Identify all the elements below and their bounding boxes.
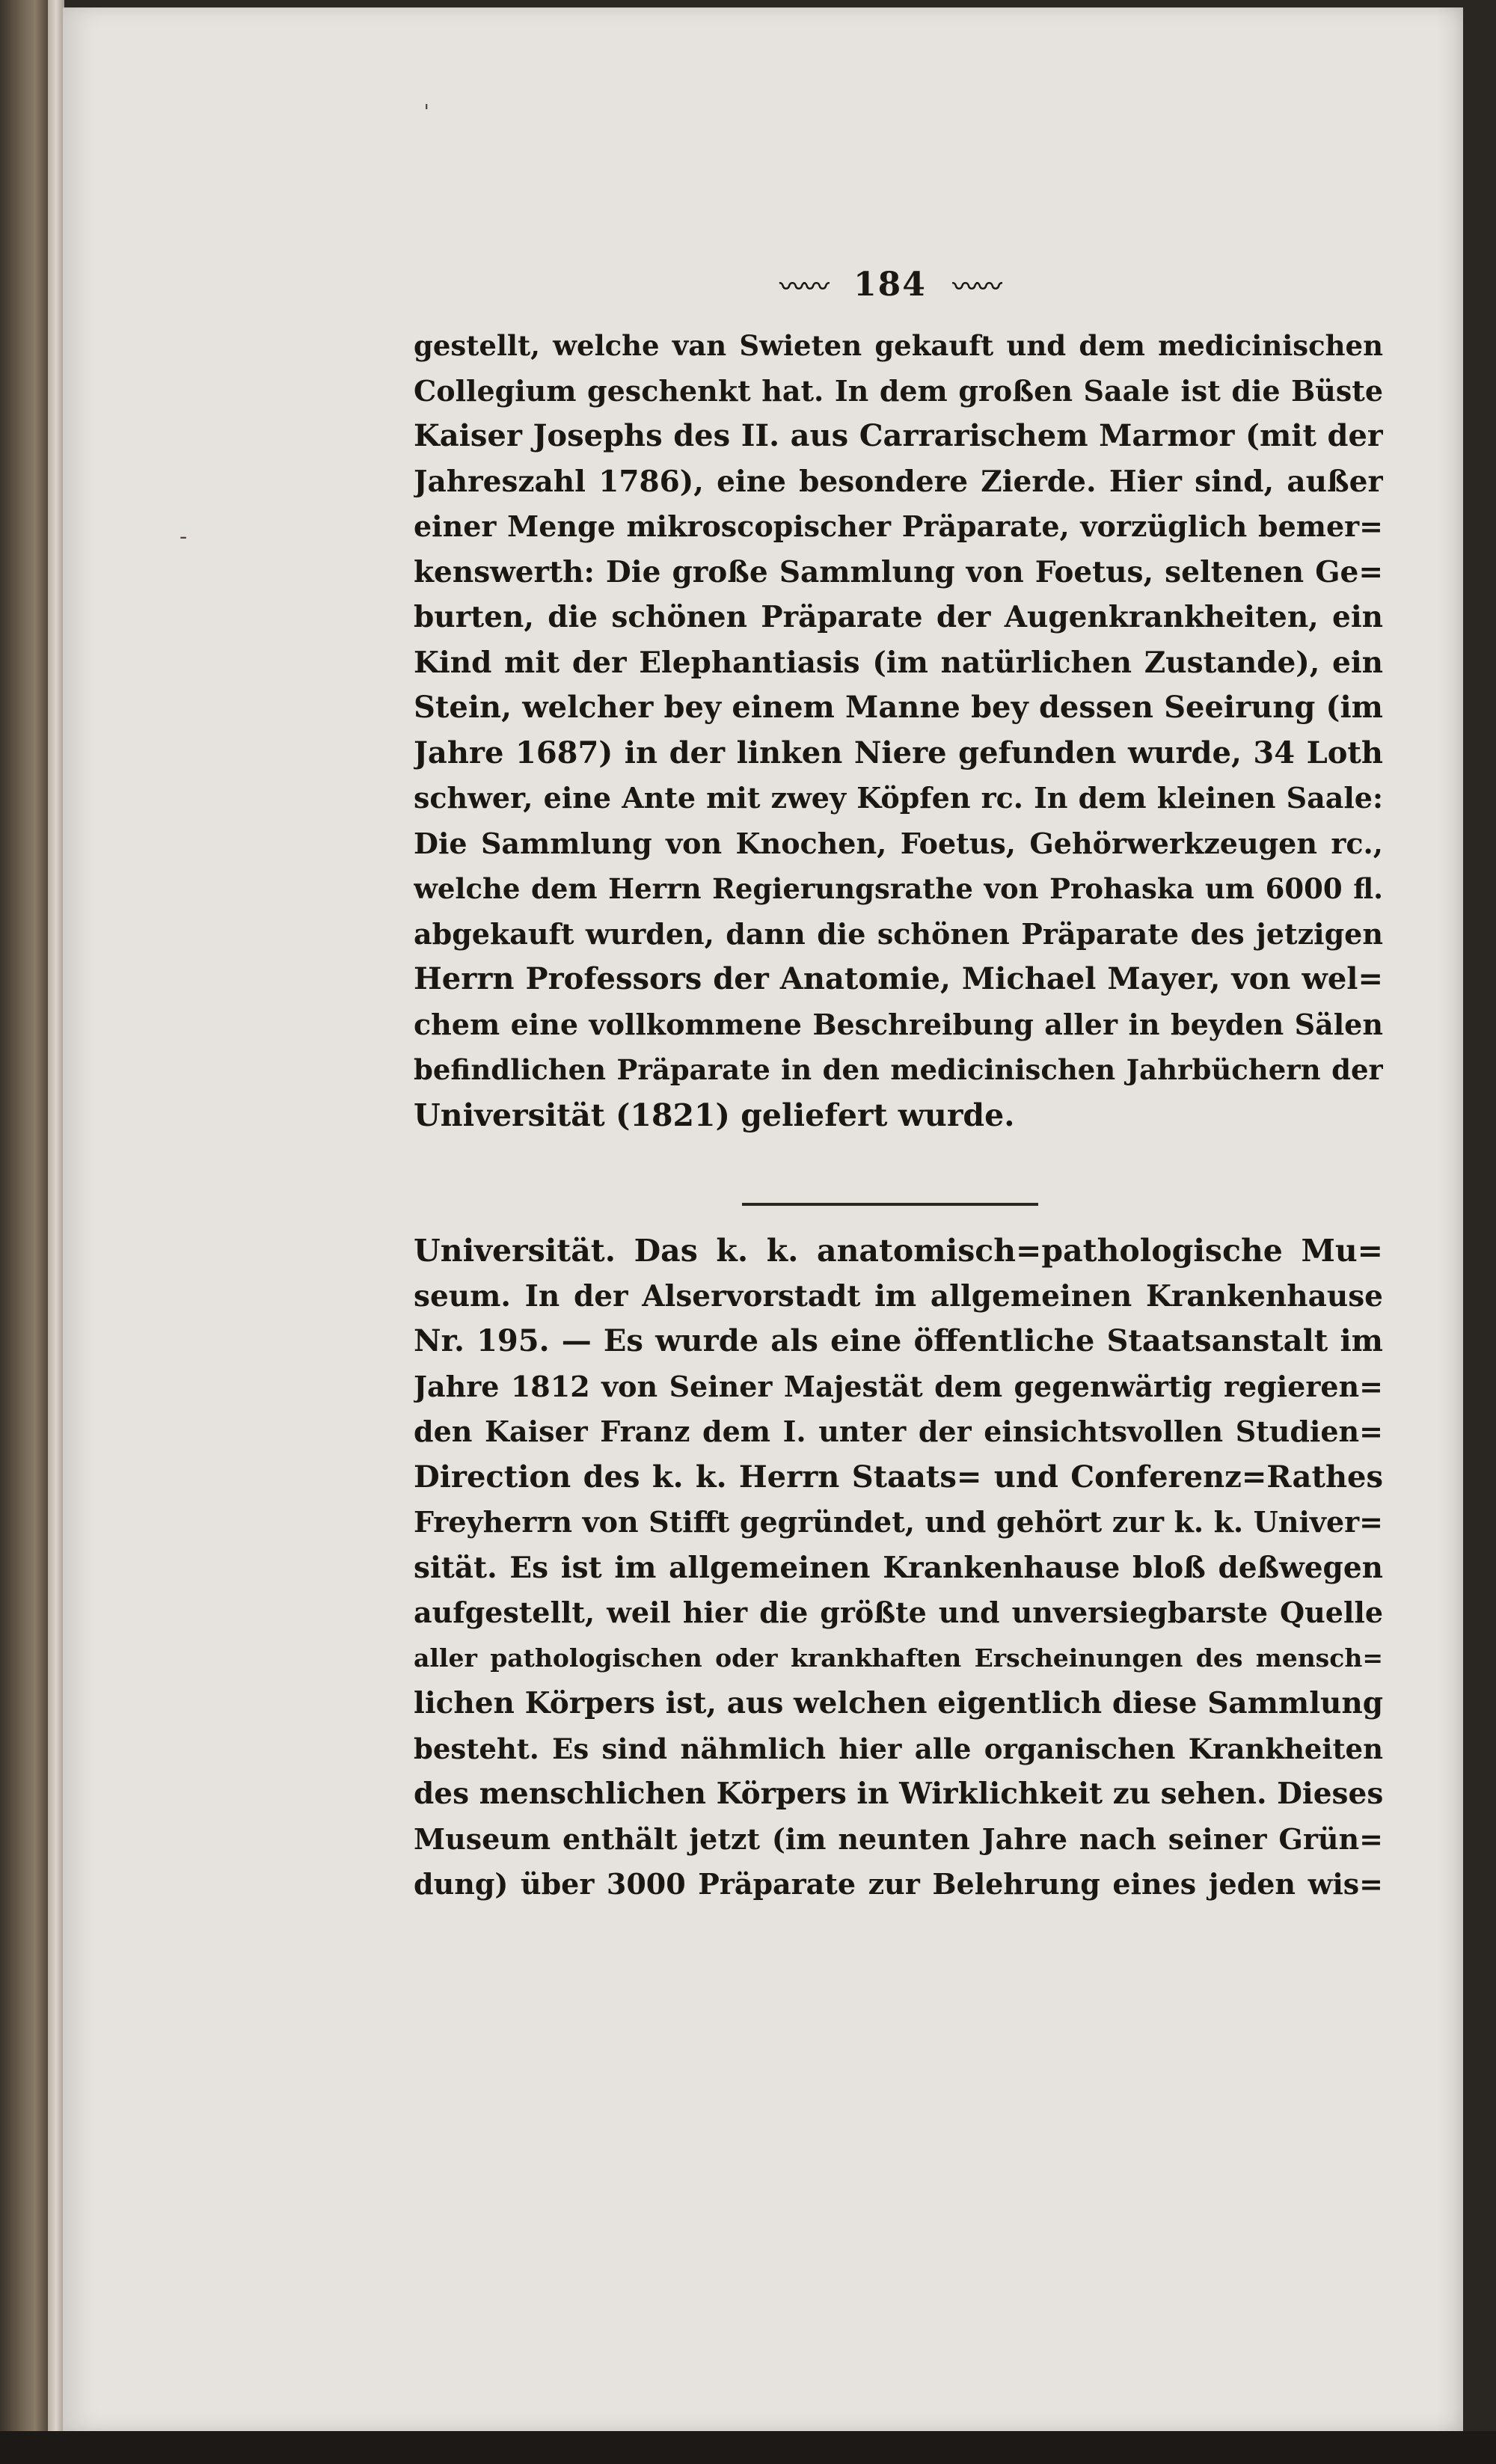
text-line: burten, die schönen Präparate der Augenkrankheiten, ein [414,600,1383,634]
text-line: Direction des k. k. Herrn Staats= und Conferenz=Rathes [414,1459,1383,1495]
text-line: welche dem Herrn Regierungsrathe von Prohaska um 6000 fl. [414,872,1383,905]
text-line: gestellt, welche van Swieten gekauft und dem medicinischen [414,329,1383,362]
page-shadow [1436,7,1463,2431]
text-line: abgekauft wurden, dann die schönen Präparate des jetzigen [414,916,1383,951]
text-line: kenswerth: Die große Sammlung von Foetus, seltenen Ge= [414,554,1383,589]
page-header [733,266,1047,310]
stray-mark: - [180,524,188,550]
text-line: Kind mit der Elephantiasis (im natürlichen Zustande), ein [414,645,1383,680]
text-line: besteht. Es sind nähmlich hier alle organischen Krankheiten [414,1732,1383,1765]
text-line: chem eine vollkommene Beschreibung aller in beyden Sälen [414,1007,1383,1041]
header-ornament-right: 〰〰 [952,272,1001,302]
book-binding-edge [48,0,64,2464]
text-line: dung) über 3000 Präparate zur Belehrung eines jeden wis= [414,1867,1383,1901]
text-line: lichen Körpers ist, aus welchen eigentlich diese Sammlung [414,1686,1383,1720]
text-line: einer Menge mikroscopischer Präparate, vorzüglich bemer= [414,509,1383,543]
text-line: Herrn Professors der Anatomie, Michael Mayer, von wel= [414,961,1383,996]
text-line: Museum enthält jetzt (im neunten Jahre nach seiner Grün= [414,1821,1383,1856]
text-line: Jahre 1812 von Seiner Majestät dem gegenwärtig regieren= [414,1369,1383,1403]
text-line: des menschlichen Körpers in Wirklichkeit zu sehen. Dieses [414,1777,1383,1811]
page-bottom-edge [0,2431,1496,2464]
text-line: Die Sammlung von Knochen, Foetus, Gehörwerkzeugen rc., [414,826,1383,860]
text-line: Universität. Das k. k. anatomisch=pathologische Mu= [414,1233,1383,1269]
text-line: sität. Es ist im allgemeinen Krankenhause bloß deßwegen [414,1550,1383,1585]
paragraph-museum-collections [414,323,1383,1138]
text-line: den Kaiser Franz dem I. unter der einsichtsvollen Studien= [414,1415,1383,1448]
page-number: 184 [853,266,927,304]
text-line: aller pathologischen oder krankhaften Erscheinungen des mensch= [414,1643,1383,1673]
text-line: Jahreszahl 1786), eine besondere Zierde. Hier sind, außer [414,464,1383,499]
section-divider [742,1203,1038,1206]
text-line: Nr. 195. — Es wurde als eine öffentliche Staatsanstalt im [414,1323,1383,1358]
header-ornament-left: 〰〰 [779,272,828,302]
text-line: Jahre 1687) in der linken Niere gefunden wurde, 34 Loth [414,735,1383,770]
text-line: Freyherrn von Stifft gegründet, und gehört zur k. k. Univer= [414,1505,1383,1539]
text-line: aufgestellt, weil hier die größte und unversiegbarste Quelle [414,1596,1383,1629]
text-line: Collegium geschenkt hat. In dem großen Saale ist die Büste [414,373,1383,408]
paragraph-pathological-museum [414,1228,1383,1907]
text-line: schwer, eine Ante mit zwey Köpfen rc. In dem kleinen Saale: [414,781,1383,815]
text-line: Kaiser Josephs des II. aus Carrarischem Marmor (mit der [414,418,1383,453]
stray-mark: ˈ [423,101,430,127]
text-line: Stein, welcher bey einem Manne bey dessen Seeirung (im [414,690,1383,725]
text-line: seum. In der Alservorstadt im allgemeinen Krankenhause [414,1278,1383,1314]
text-line: Universität (1821) geliefert wurde. [414,1097,1015,1133]
text-line: befindlichen Präparate in den medicinischen Jahrbüchern der [414,1053,1383,1086]
